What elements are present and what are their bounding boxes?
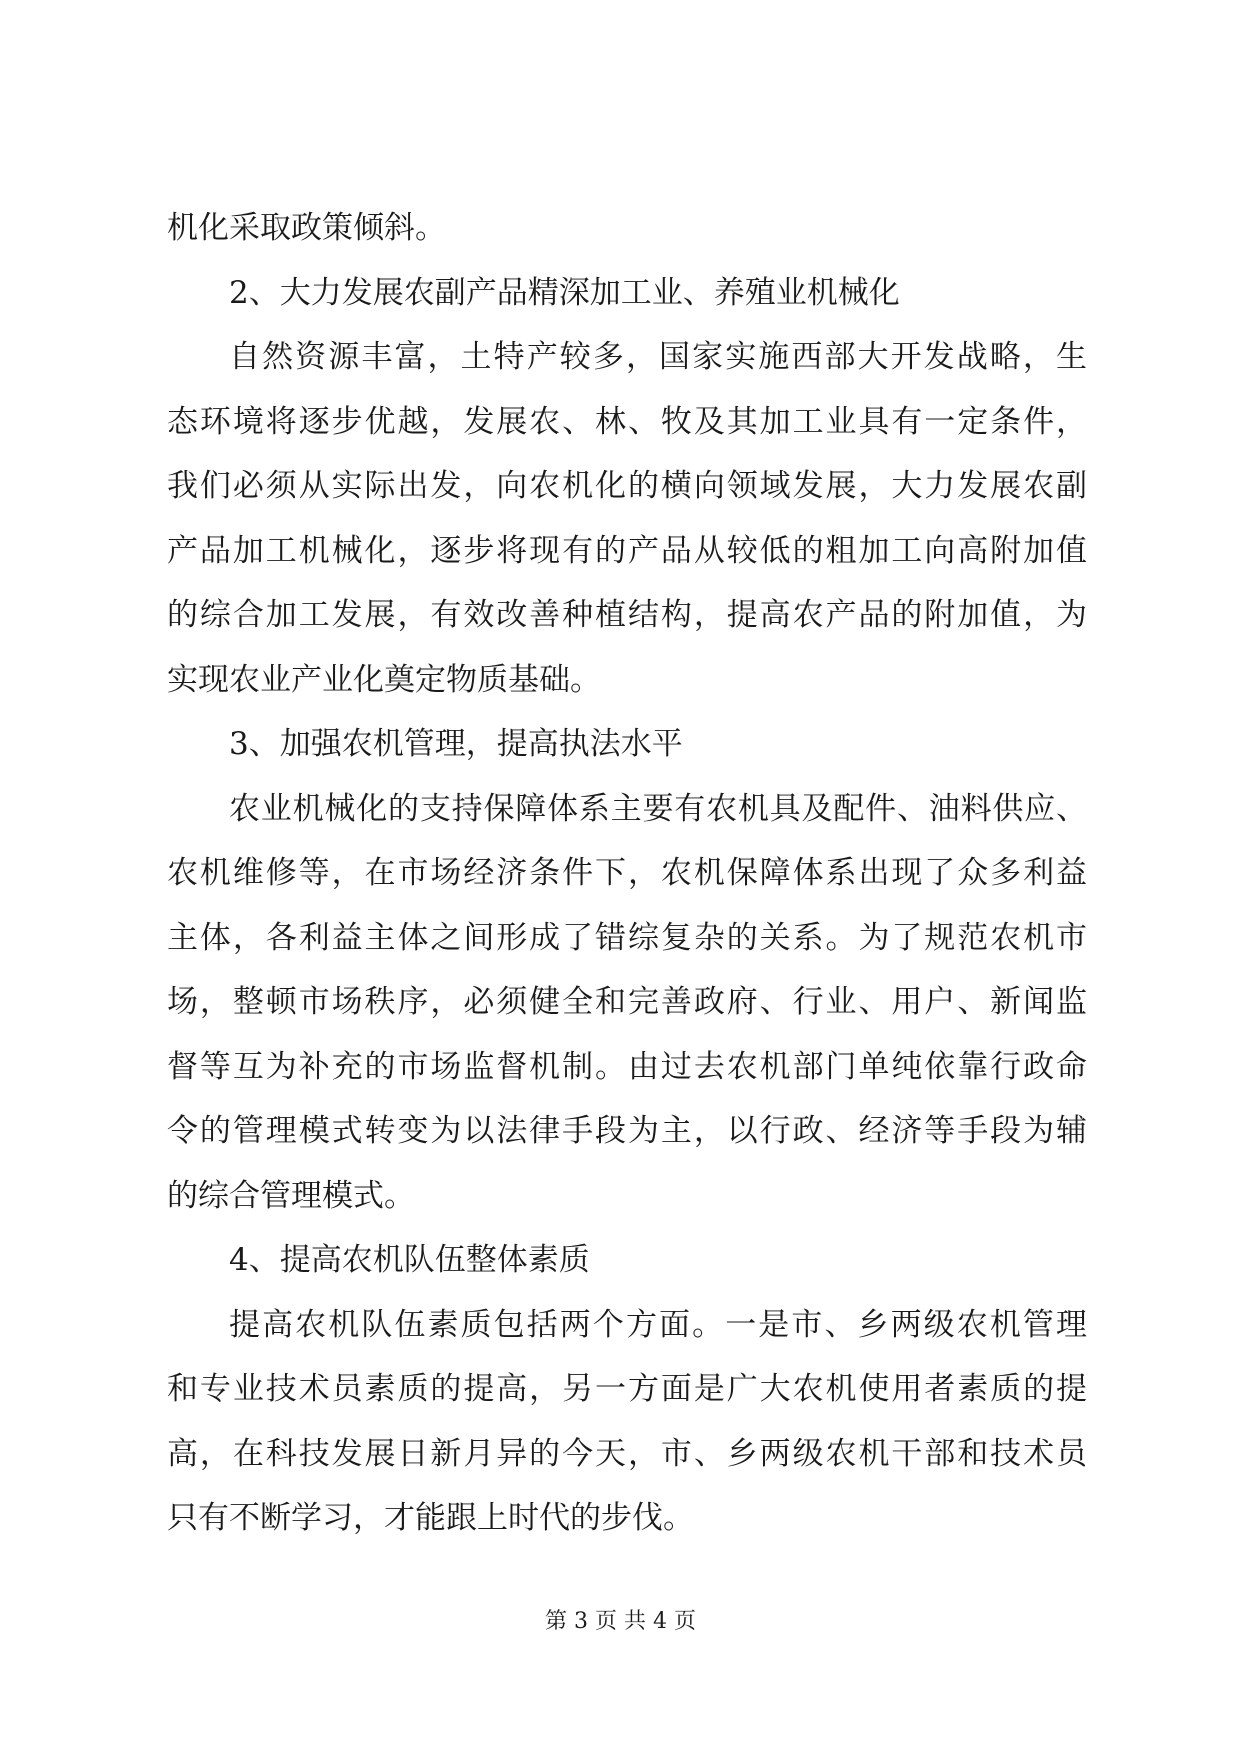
text-line: 高，在科技发展日新月异的今天，市、乡两级农机干部和技术员 bbox=[167, 1435, 1087, 1472]
text-line: 实现农业产业化奠定物质基础。 bbox=[167, 661, 601, 698]
section-heading-4: 4、提高农机队伍整体素质 bbox=[229, 1242, 590, 1278]
text-line: 农业机械化的支持保障体系主要有农机具及配件、油料供应、 bbox=[229, 790, 1087, 827]
text-line: 产品加工机械化，逐步将现有的产品从较低的粗加工向高附加值 bbox=[167, 532, 1087, 569]
text-line: 我们必须从实际出发，向农机化的横向领域发展，大力发展农副 bbox=[167, 468, 1087, 504]
text-line: 场，整顿市场秩序，必须健全和完善政府、行业、用户、新闻监 bbox=[167, 984, 1087, 1020]
text-line: 农机维修等，在市场经济条件下，农机保障体系出现了众多利益 bbox=[167, 855, 1087, 891]
text-line: 的综合加工发展，有效改善种植结构，提高农产品的附加值，为 bbox=[167, 597, 1087, 633]
text-line: 主体，各利益主体之间形成了错综复杂的关系。为了规范农机市 bbox=[167, 919, 1087, 956]
text-line: 机化采取政策倾斜。 bbox=[167, 210, 446, 246]
text-line: 提高农机队伍素质包括两个方面。一是市、乡两级农机管理 bbox=[229, 1306, 1087, 1343]
document-body bbox=[167, 196, 1087, 1551]
section-heading-2: 2、大力发展农副产品精深加工业、养殖业机械化 bbox=[229, 274, 900, 311]
section-heading-3: 3、加强农机管理，提高执法水平 bbox=[229, 726, 683, 762]
text-line: 和专业技术员素质的提高，另一方面是广大农机使用者素质的提 bbox=[167, 1371, 1087, 1407]
text-line: 态环境将逐步优越，发展农、林、牧及其加工业具有一定条件， bbox=[167, 403, 1087, 440]
text-line: 只有不断学习，才能跟上时代的步伐。 bbox=[167, 1500, 694, 1536]
text-line: 督等互为补充的市场监督机制。由过去农机部门单纯依靠行政命 bbox=[167, 1048, 1087, 1085]
text-line: 令的管理模式转变为以法律手段为主，以行政、经济等手段为辅 bbox=[167, 1113, 1087, 1149]
text-line: 的综合管理模式。 bbox=[167, 1177, 415, 1214]
text-line: 自然资源丰富，土特产较多，国家实施西部大开发战略，生 bbox=[229, 339, 1087, 375]
page-number-footer: 第 3 页 共 4 页 bbox=[545, 1609, 696, 1634]
